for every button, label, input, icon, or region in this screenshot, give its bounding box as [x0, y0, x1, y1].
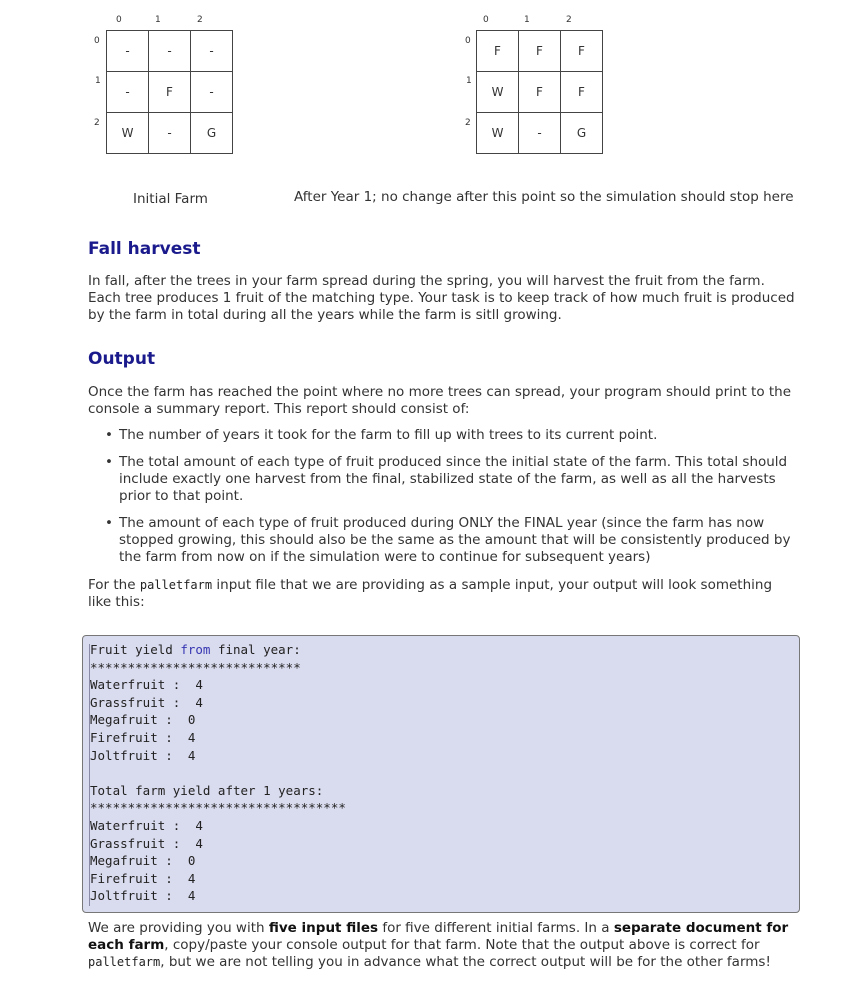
- row-label: 1: [466, 76, 472, 86]
- stars: **********************************: [90, 800, 346, 816]
- cell: F: [519, 31, 561, 72]
- output-intro: Once the farm has reached the point where no more trees can spread, your program should print to the console a summary report. This report should consist of:: [88, 384, 792, 417]
- cell: F: [477, 31, 519, 72]
- cell: W: [107, 113, 149, 154]
- yield-line: Firefruit : 4: [90, 729, 196, 745]
- stars: ****************************: [90, 659, 301, 675]
- list-item-text: The amount of each type of fruit produced during ONLY the FINAL year (since the farm has now stopped growing, this should also be the same as the amount that will be consistently produced by the farm from now on if the simulation were to continue for subsequent years): [119, 515, 791, 565]
- fall-harvest-text: In fall, after the trees in your farm spread during the spring, you will harvest the fruit from the farm. Each tree produces 1 fruit of the matching type. Your task is to keep track of how much fruit is produced by the farm in total during all the years while the farm is sitll growing.: [88, 273, 795, 323]
- row-label: 2: [94, 118, 100, 128]
- code-filename: palletfarm: [88, 955, 161, 969]
- yield-line: Joltfruit : 4: [90, 888, 196, 904]
- bullet-icon: •: [105, 454, 113, 470]
- row-label: 0: [465, 36, 471, 46]
- col-label: 0: [483, 15, 489, 25]
- cell: -: [149, 113, 191, 154]
- list-item-text: The total amount of each type of fruit produced since the initial state of the farm. This total should include exactly one harvest from the final, stabilized state of the farm, as well as all the harvests prior to that point.: [119, 454, 788, 504]
- yield-line: Waterfruit : 4: [90, 817, 203, 833]
- initial-farm-caption: Initial Farm: [133, 191, 208, 207]
- col-label: 0: [116, 15, 122, 25]
- row-label: 2: [465, 118, 471, 128]
- cell: F: [149, 72, 191, 113]
- yield-line: Waterfruit : 4: [90, 677, 203, 693]
- list-item-text: The number of years it took for the farm to fill up with trees to its current point.: [119, 427, 658, 443]
- cell: -: [191, 72, 233, 113]
- cell: W: [477, 72, 519, 113]
- col-label: 2: [197, 15, 203, 25]
- fall-harvest-heading: Fall harvest: [88, 239, 201, 259]
- cell: G: [561, 113, 603, 154]
- output-heading: Output: [88, 349, 156, 369]
- cell: -: [149, 31, 191, 72]
- code-filename: palletfarm: [139, 578, 213, 592]
- cell: F: [519, 72, 561, 113]
- after-year-caption: After Year 1; no change after this point so the simulation should stop here: [294, 189, 794, 205]
- cell: F: [561, 72, 603, 113]
- yield-line: Firefruit : 4: [90, 870, 196, 886]
- final-title: Fruit yield from final year:: [90, 642, 301, 657]
- cell: -: [107, 31, 149, 72]
- cell: W: [477, 113, 519, 154]
- console-output: [82, 635, 800, 913]
- closing-text: We are providing you with five input files for five different initial farms. In a separate document for each farm, copy/paste your console output for that farm. Note that the output above is correct for palletfarm, but we are not telling you in advance what the correct output will be for the other farms!: [88, 920, 789, 970]
- row-label: 0: [94, 36, 100, 46]
- cell: -: [519, 113, 561, 154]
- yield-line: Grassfruit : 4: [90, 694, 203, 710]
- yield-line: Megafruit : 0: [90, 853, 196, 869]
- yield-line: Joltfruit : 4: [90, 747, 196, 763]
- cell: -: [191, 31, 233, 72]
- col-label: 1: [155, 15, 161, 25]
- cell: G: [191, 113, 233, 154]
- cell: F: [561, 31, 603, 72]
- cell: -: [107, 72, 149, 113]
- bullet-icon: •: [105, 515, 113, 531]
- col-label: 2: [566, 15, 572, 25]
- farm-table: [476, 30, 603, 154]
- yield-line: Megafruit : 0: [90, 712, 196, 728]
- total-title: Total farm yield after 1 years:: [90, 782, 324, 798]
- row-label: 1: [95, 76, 101, 86]
- sample-intro: For the palletfarm input file that we are providing as a sample input, your output will look something like this:: [88, 577, 773, 610]
- col-label: 1: [524, 15, 530, 25]
- bullet-icon: •: [105, 427, 113, 443]
- farm-table: [106, 30, 233, 154]
- yield-line: Grassfruit : 4: [90, 835, 203, 851]
